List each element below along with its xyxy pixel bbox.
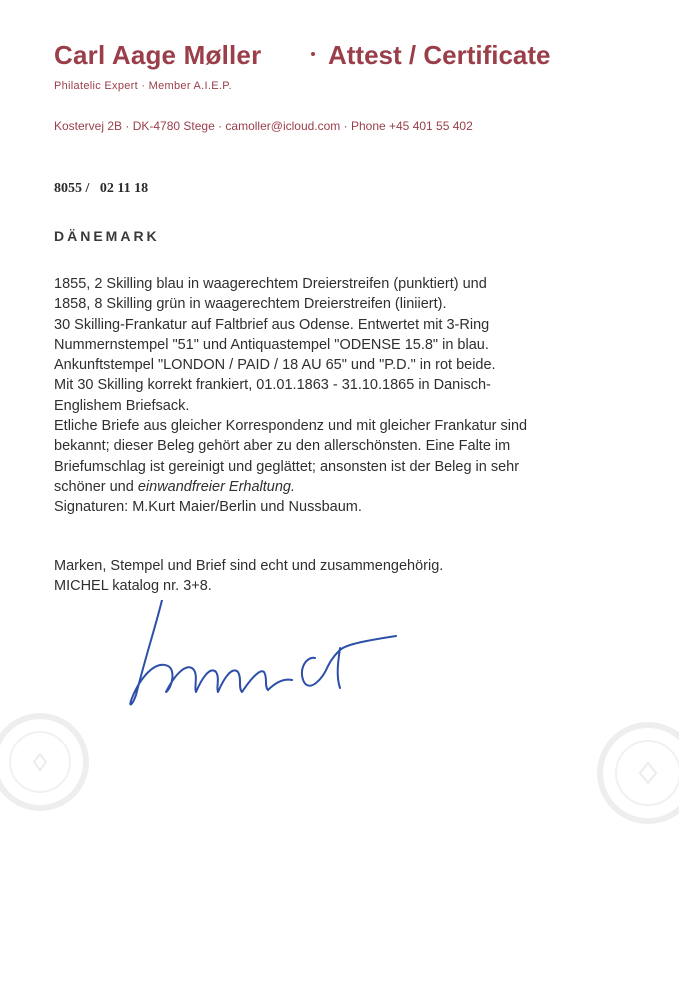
country-heading: DÄNEMARK <box>54 228 160 244</box>
body-line-text: schöner und <box>54 478 138 495</box>
body-line-italic: einwandfreier Erhaltung. <box>137 478 296 495</box>
body-line: Briefumschlag ist gereinigt und geglättet; ansonsten ist der Beleg in sehr <box>54 458 520 475</box>
expert-name: Carl Aage Møller <box>54 40 262 70</box>
catalog-reference: MICHEL katalog nr. 3+8. <box>54 578 212 595</box>
signatures-line: Signaturen: M.Kurt Maier/Berlin und Nussbaum. <box>54 499 362 516</box>
contact-address: Kostervej 2B · DK-4780 Stege · camoller@icloud.com · Phone +45 401 55 402 <box>54 119 473 133</box>
body-line-last <box>54 477 654 497</box>
embossed-seal-right <box>590 718 679 828</box>
certificate-title: Attest / Certificate <box>328 40 551 70</box>
certificate-body <box>54 274 654 518</box>
body-line: bekannt; dieser Beleg gehört aber zu den allerschönsten. Eine Falte im <box>54 438 511 455</box>
embossed-seal-left <box>0 712 110 812</box>
body-line: Nummernstempel "51" und Antiquastempel "ODENSE 15.8" in blau. <box>54 336 489 353</box>
body-line: 30 Skilling-Frankatur auf Faltbrief aus Odense. Entwertet mit 3-Ring <box>54 316 490 333</box>
certificate-reference: 8055 / 02 11 18 <box>54 181 149 196</box>
body-line: Mit 30 Skilling korrekt frankiert, 01.01.1863 - 31.10.1865 in Danisch- <box>54 377 491 394</box>
body-line: 1858, 8 Skilling grün in waagerechtem Dreierstreifen (liniiert). <box>54 296 447 313</box>
header-separator-dot <box>311 52 315 56</box>
expert-subtitle: Philatelic Expert · Member A.I.E.P. <box>54 80 232 92</box>
body-line: 1855, 2 Skilling blau in waagerechtem Dreierstreifen (punktiert) und <box>54 276 487 292</box>
body-line: Ankunftstempel "LONDON / PAID / 18 AU 65" und "P.D." in rot beide. <box>54 357 496 374</box>
body-line: Etliche Briefe aus gleicher Korrespondenz und mit gleicher Frankatur sind <box>54 418 528 435</box>
closing-statement <box>54 556 654 597</box>
handwritten-signature <box>110 600 420 710</box>
genuine-statement: Marken, Stempel und Brief sind echt und zusammengehörig. <box>54 558 444 574</box>
body-line: Englishem Briefsack. <box>54 397 190 414</box>
